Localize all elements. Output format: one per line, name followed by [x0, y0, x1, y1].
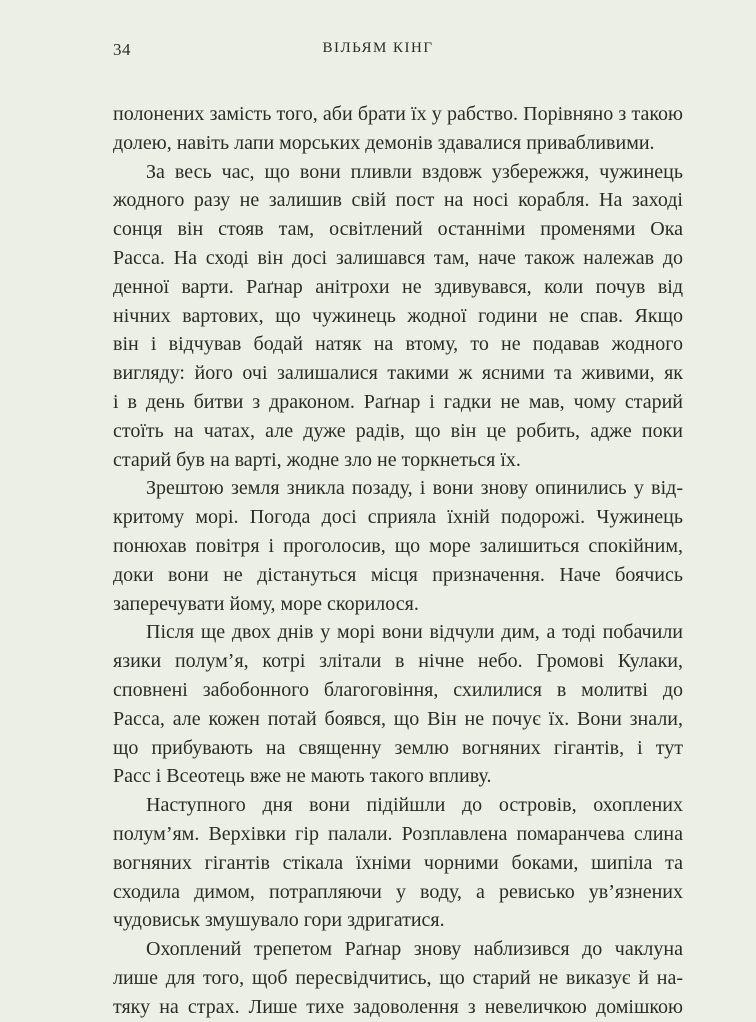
text-line: Расс і Всеотець вже не мають такого впливу. — [113, 765, 492, 788]
text-line: заперечувати йому, море скорилося. — [113, 592, 419, 615]
text-line: і в день битви з драконом. Раґнар і гадки не мав, чому старий — [113, 390, 683, 413]
text-line: понюхав повітря і проголосив, що море залишиться спокійним, — [113, 534, 683, 557]
text-line: тяку на страх. Лише тихе задоволення з невеличкою домішкою — [113, 995, 683, 1018]
running-head: ВІЛЬЯМ КІНГ — [322, 40, 434, 56]
text-line: Зрештою земля зникла позаду, і вони знову опинились у від- — [146, 477, 683, 500]
text-line: Расса. На сході він досі залишався там, наче також належав до — [113, 246, 683, 269]
text-line: стоїть на чатах, але дуже радів, що він це робить, адже поки — [113, 419, 683, 442]
text-line: сповнені забобонного благоговіння, схилилися в молитві до — [113, 678, 683, 701]
text-line: язики полум’я, котрі злітали в нічне небо. Громові Кулаки, — [113, 650, 683, 673]
text-line: вогняних гігантів стікала їхніми чорними боками, шипіла та — [113, 851, 683, 874]
text-line: Охоплений трепетом Раґнар знову наблизився до чаклуна — [146, 938, 683, 961]
text-line: сходила димом, потрапляючи у воду, а ревисько ув’язнених — [113, 880, 683, 903]
text-line: долею, навіть лапи морських демонів здавалися привабливими. — [113, 131, 655, 154]
text-line: За весь час, що вони пливли вздовж узбережжя, чужинець — [146, 160, 683, 183]
body-text — [113, 100, 683, 1022]
text-line: доки вони не дістануться місця призначення. Наче боячись — [113, 563, 683, 586]
text-line: старий був на варті, жодне зло не торкнеться їх. — [113, 448, 521, 471]
text-line: полонених замість того, аби брати їх у рабство. Порівняно з такою — [113, 103, 683, 125]
text-line: що прибувають на священну землю вогняних гігантів, і тут — [113, 736, 683, 759]
text-line: денної варти. Раґнар анітрохи не здивувався, коли почув від — [113, 275, 683, 298]
text-line: сонця він стояв там, освітлений останніми променями Ока — [113, 218, 683, 241]
text-line: він і відчував бодай натяк на втому, то не подавав жодного — [113, 333, 683, 356]
text-line: чудовиськ змушувало гори здригатися. — [113, 909, 445, 932]
text-line: Наступного дня вони підійшли до островів, охоплених — [146, 794, 683, 817]
text-line: Після ще двох днів у морі вони відчули дим, а тоді побачили — [146, 621, 683, 644]
text-line: жодного разу не залишив свій пост на носі корабля. На заході — [113, 189, 683, 212]
text-line: критому морі. Погода досі сприяла їхній подорожі. Чужинець — [113, 506, 683, 529]
text-line: вигляду: його очі залишалися такими ж ясними та живими, як — [113, 362, 683, 385]
text-line: Расса, але кожен потай боявся, що Він не почує їх. Вони знали, — [113, 707, 683, 730]
page-number: 34 — [113, 40, 131, 59]
text-line: нічних вартових, що чужинець жодної години не спав. Якщо — [113, 304, 683, 327]
text-line: лише для того, щоб пересвідчитись, що старий не виказує й на- — [113, 966, 683, 989]
text-line: полум’ям. Верхівки гір палали. Розплавлена помаранчева слина — [113, 822, 683, 845]
